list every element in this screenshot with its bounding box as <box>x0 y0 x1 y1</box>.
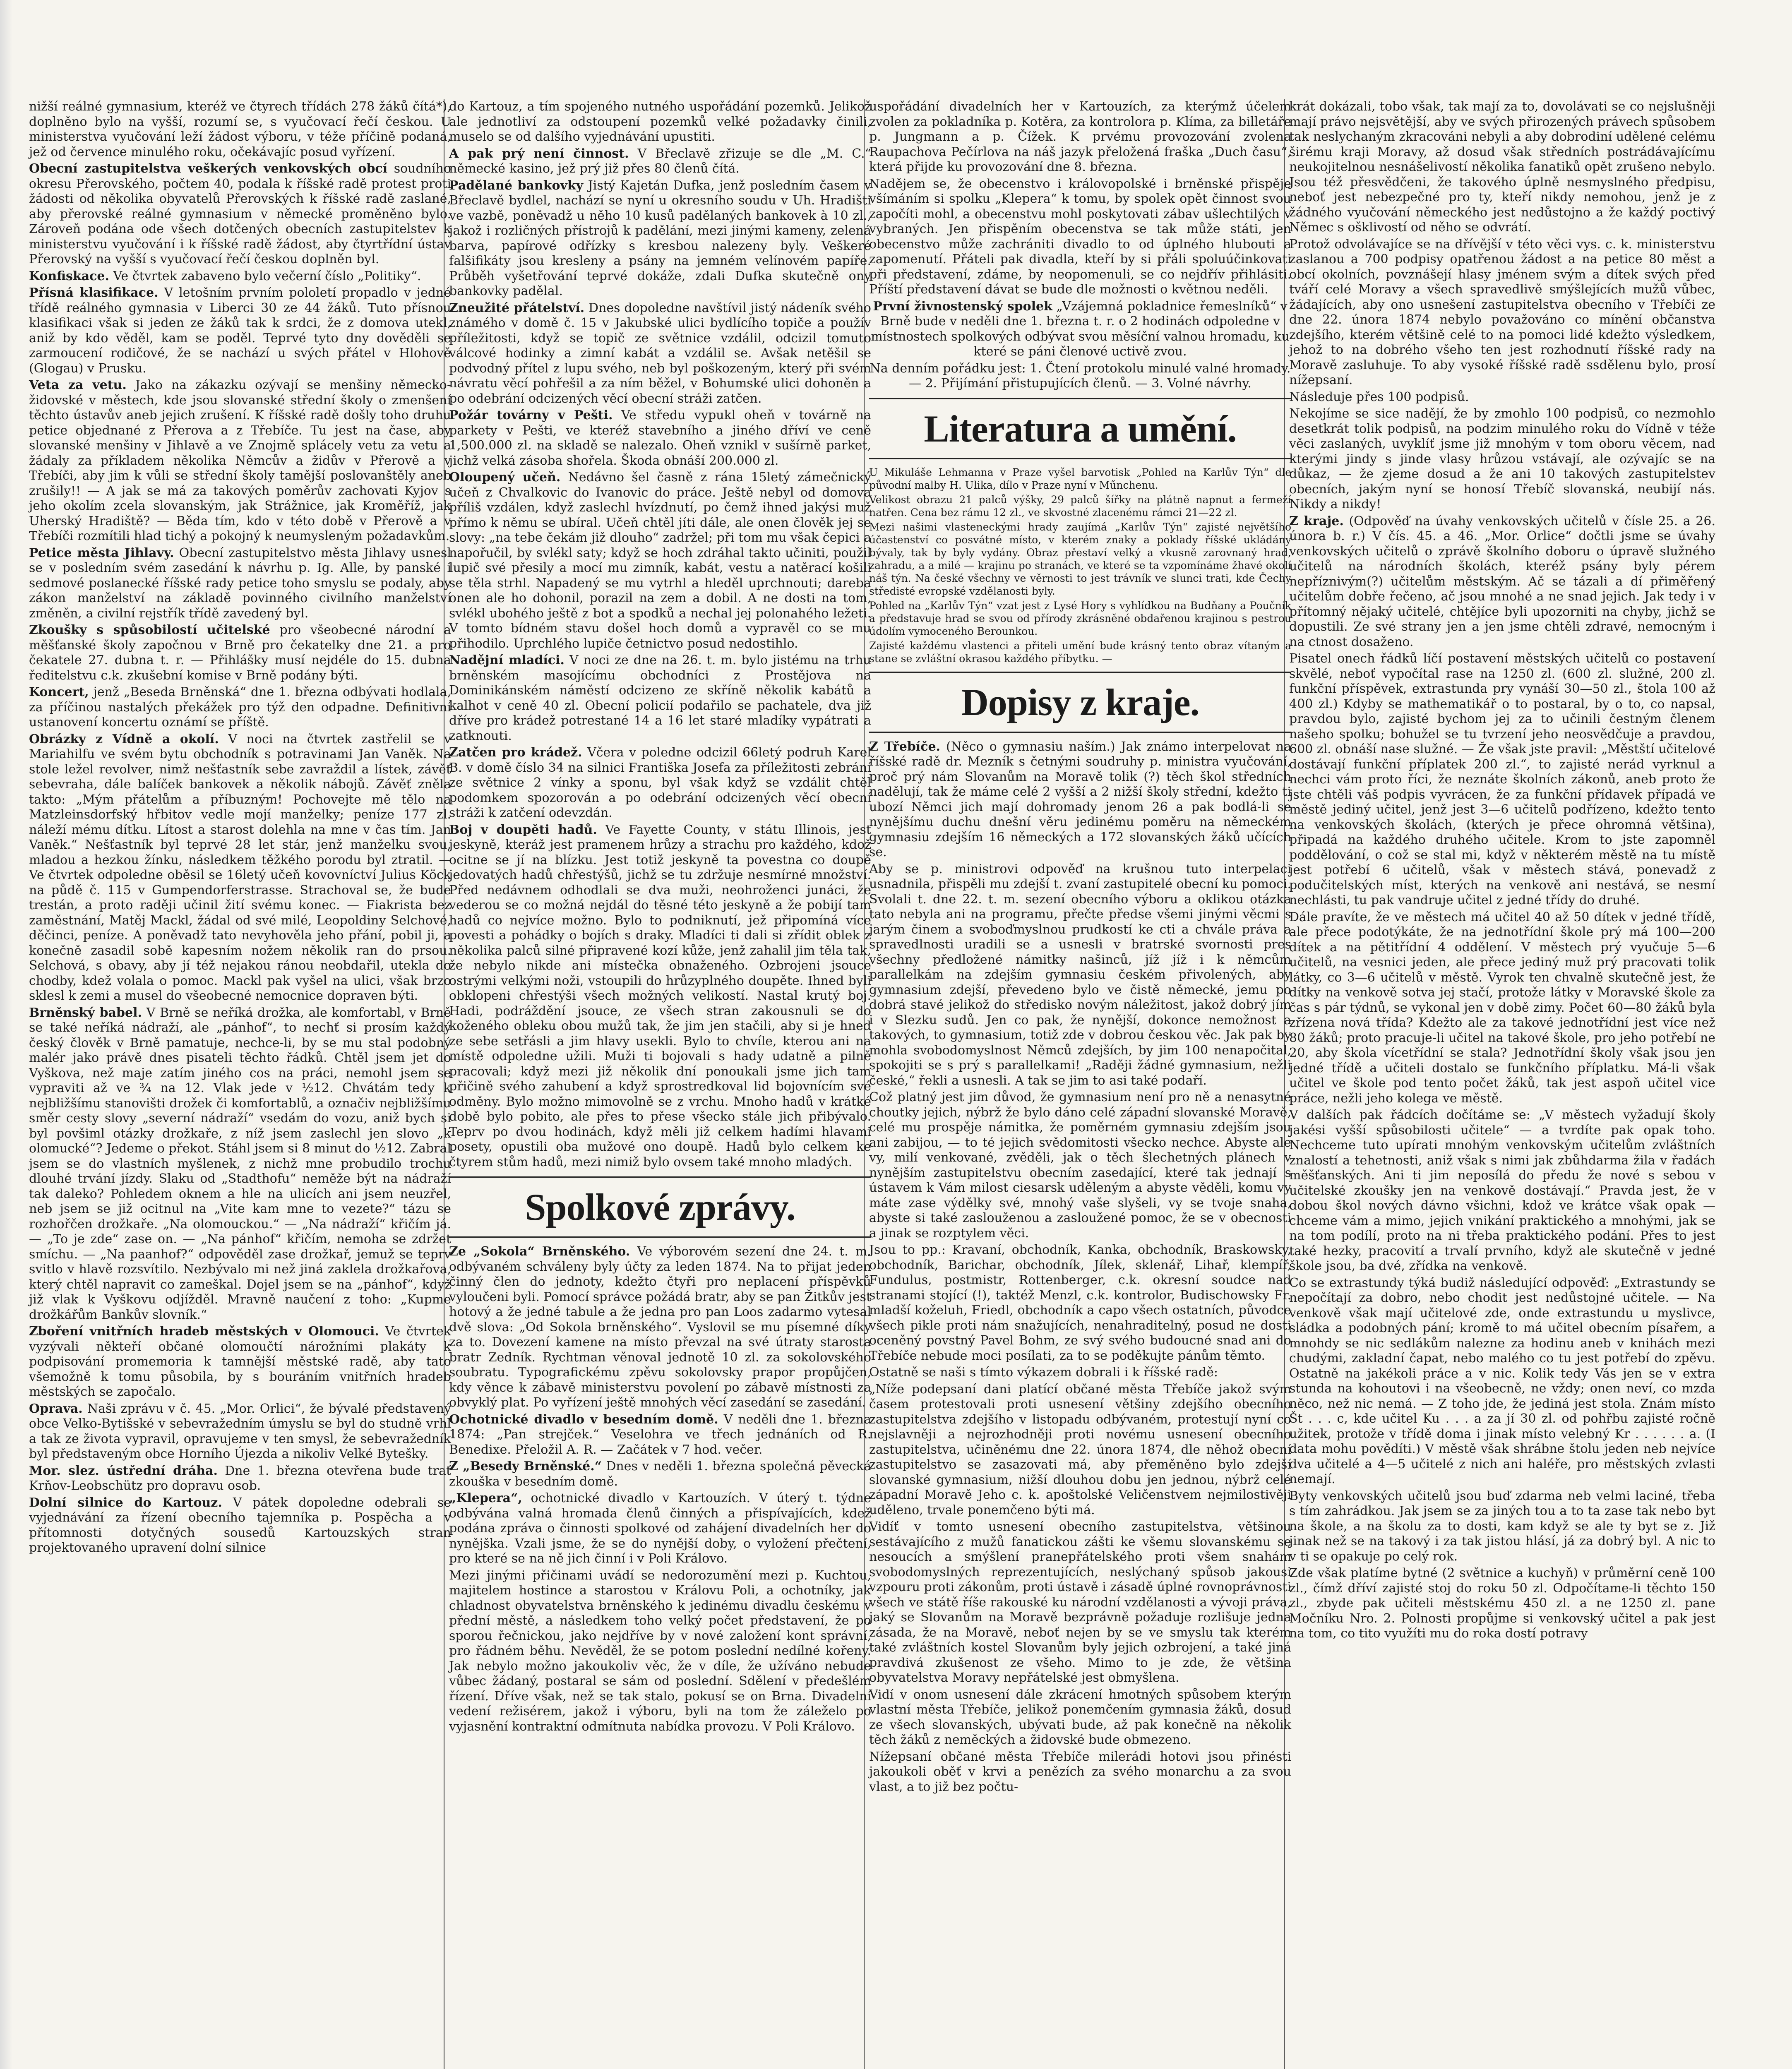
article-title: Obrázky z Vídně a okolí. <box>29 732 219 746</box>
article-paragraph <box>1289 390 1715 405</box>
article-paragraph <box>869 1243 1291 1363</box>
article-paragraph <box>449 653 871 744</box>
article-paragraph <box>869 521 1291 598</box>
article-text: ochotnické divadlo v Kartouzích. V úterý t. týdne odbývána valná hromada členů činných a přispívajících, kdež podána zpráva o činnosti spolkové od zahájení divadelních her do nynějška. Vzali jsme, že se do nynější doby, o vyložení přečtení, pro které se na ně jich činní i v Poli Královo. <box>449 1491 871 1566</box>
article-title: Dolní silnice do Kartouz. <box>29 1495 222 1510</box>
article-text: Naši zprávu v č. 45. „Mor. Orlici“, že bývalé představený obce Velko-Bytišské v sebevražedním úmyslu se byl do studně vrhl a tak ze života vypravil, opravujeme v ten smysl, že sebevražedník byl představeným obce Horního Újezda a nikoliv Velké Bytešky. <box>29 1401 451 1461</box>
article-text: V dalších pak řádcích dočítáme se: „V městech vyžadují školy jakési vyšší spůsobilosti učitele“ — a tvrdíte pak opak toho. Nechceme tuto upírati mnohým venkovským učitelům zvláštních znalostí a tehetnosti, aniž však s nimi jak zbůhdarma žila v řadách měšťanských. Ani ti jim neposílá do předu že nové s sebou v učitelské zkoušky jen na venkově dostávají.“ Pravda jest, že v dobou škol nových dávno všichni, kdož ve krátce však opak — chceme vám a mimo, jejich vnikání praktického a mnohými, jak se na tom podílí, proto na ni třeba praktického podání. Přes to jest také hezky, pracovití a trvalí prvního, když ale skutečně v jedné škole jsou, ba dvé, zřídka na venkově. <box>1289 1108 1715 1273</box>
article-title: Padělané bankovky <box>449 178 584 193</box>
article-text: soudního okresu Přerovského, počtem 40, podala k říšské radě protest proti žádosti od několika obyvatelů Přerovských k říšské radě zaslané, aby přerovské reálné gymnasium v německé proměněno bylo. Zároveň podána ode všech dotčených obecních zastupitelstev k ministerstvu vyučování i k říšské radě žádost, aby čtyrtřídní ústav Přerovský na vyšší s vyučovací řečí českou doplněn byl. <box>29 161 451 266</box>
column-3 <box>869 99 1291 1796</box>
article-title: První živnostenský spolek <box>873 299 1052 314</box>
article-paragraph <box>869 1519 1291 1686</box>
article-paragraph <box>29 623 451 683</box>
article-text: Obecní zastupitelstvo města Jihlavy usnesl se v posledním svém zasedání k návrhu p. Ig. Alle, by panské i sedmové poslanecké říšské rady petice toho smyslu se podaly, aby zákon manželství na základě povinného civilního manželství změněn, a civilní rejstřík třídě zavedený byl. <box>29 545 451 621</box>
column-4 <box>1289 99 1715 1643</box>
column-2 <box>449 99 871 1736</box>
article-title: Koncert, <box>29 685 89 699</box>
article-text: V neděli dne 1. března 1874: „Pan strejček.“ Veselohra ve třech jednáních od R. Benedixe. Přeložil A. R. — Začátek v 7 hod. večer. <box>449 1412 871 1457</box>
column-3-literature <box>869 466 1291 665</box>
article-text: Ve středu vypukl oheň v továrně na parkety v Pešti, ve kteréž stavebního a jiného dříví ve ceně 1,500.000 zl. na skladě se nalezalo. Oheň vznikl v sušírně parket, jichž velká zásoba shořela. Škoda obnáší 200.000 zl. <box>449 408 871 468</box>
article-paragraph <box>869 1090 1291 1241</box>
article-paragraph <box>449 1568 871 1735</box>
article-title: Ochotnické divadlo v besedním domě. <box>449 1412 718 1427</box>
article-text: Ve Fayette County, v státu Illinois, jest jeskyně, kteráž jest pramenem hrůzy a strachu pro každého, kdož ocitne se jí na blízku. Jest totiž jeskyně ta povestna co doupě jedovatých hadů chřestýšů, jichž se tu zdržuje nesmírné množství. Před nedávnem odhodlali se dva muži, neohroženci junáci, že vederou se co možná nejdál do těsné této jeskyně a že pobijí tam hadů co nejvíce možno. Bylo to podniknutí, jež připomíná více povesti a pohádky o bojích s draky. Mladíci ti dali si zřídit oblek z několika palců silné připravené kozí kůže, jenž zahalil jim těla tak, že nebylo nikde ani místečka obnaženého. Ozbrojeni jsouce ostrými velkými noži, vstoupili do hrůzyplného doupěte. Ihned byli obklopeni chřestýši všech možných velikostí. Nastal krutý boj. Hadi, podráždění jsouce, ze všech stran zakousnuli se do koženého obleku obou mužů tak, že jim jen stačili, aby si je hned ze sebe setřásli a jim hlavy usekli. Bylo to chvíle, kterou ani na místě odpoledne užili. Muži ti bojovali s hady udatně a pilně pracovali; když mezi již několik dní ponoukali jsme jich tam přičině svého zahubení a když sprostredkoval lid bojovnícím své odměny. Bylo možno mimovolně se z vrchu. Mnoho hadů v krátké době bylo pobito, ale přes to přese všecko stále jich přibývalo. Teprv po dvou hodinách, když měli již celkem hadími hlavami posety, opustili oba mužové ono doupě. Hadů bylo celkem ke čtyrem stům hadů, mezi nimiž bylo ovsem také mnoho mladých. <box>449 822 871 1169</box>
article-text: V noci na čtvrtek zastřelil se v Mariahilfu ve svém bytu obchodník s potravinami Jan Vaněk. Na stole ležel revolver, nimž nešťastník sebe zavraždil a lístek, závěť sebevraha, dále balíček bankovek a několik nábojů. Závěť zněla takto: „Mým přátelům a příbuzným! Pochovejte mě tělo na Matzleinsdorfský hřbitov vedle mojí manželky; peníze 177 zl. náleží mému dítku. Lítost a starost dolehla na mne v čas tím. Jan Vaněk.“ Nešťastník byl teprvé 28 let stár, jenž manželku svou, mladou a hezkou žínku, následkem těžkého porodu byl ztratil. — Ve čtvrtek odpoledne oběsil se 16letý učeň kovovníctví Julius Köck na půdě č. 115 v Gumpendorferstrasse. Strachoval se, že bude trestán, a proto raději učinil žití svému konec. — Fiakrista bez zaměstnání, Matěj Mackl, žádal od své milé, Leopoldiny Selchové, děčinci, peníze. A poněvadž tato nevyhověla jeho přání, pobil ji, a konečně zasadil sobě kapesním nožem několik ran do prsou. Selchová, s obavy, aby jí též nejakou ránou neobdařil, utekla do chodby, kdež volala o pomoc. Mackl pak vyšel na ulici, však brzo sklesl k zemi a musel do všeobecné nemocnice dopraven býti. <box>29 732 452 1003</box>
article-text: (Odpověď na úvahy venkovských učitelů v čísle 25. a 26. února b. r.) V čís. 45. a 46. „Mor. Orlice“ dočtli jsme se úvahy venkovských učitelů o zprávě školního doboru o úpravě služného učitelů na národních školách, kteréž psány byly pérem nepříznivým(?) učitelům městským. Ač se tázali a dí přiměřený učitelům dobře řečeno, ač jsou mnohé a ne snad jejich. Jak tedy i v přítomný nějaký učitelé, chtějíce byli upozorniti na chyby, jichž se dopustili. Ze své strany jen a jen jsme chtěli zdravé, nemocným i na ctnost dosaženo. <box>1289 514 1715 649</box>
article-paragraph <box>449 1459 871 1489</box>
article-title: Zboření vnitřních hradeb městských v Olomouci. <box>29 1324 379 1339</box>
article-title: Petice města Jihlavy. <box>29 545 174 560</box>
article-title: Brněnský babel. <box>29 1005 142 1020</box>
article-text: Mezi našimi vlasteneckými hrady zaujímá „Karlův Týn“ zajisté největšího účastenství co posvátné místo, v kterém znaky a poklady říšské ukládány bývaly, tak by byly vydány. Obraz přestaví velký a vkusně zarovnaný hrad, zahradu, a a milé — krajinu po stranách, ve které se ta vzpomínáme žhavé okolí náš týn. Na české všechny ve věrnosti to jest trávník ve slunci trati, kde Čechy středisté evropské vzdělanosti byly. <box>869 521 1291 597</box>
article-text: Což platný jest jim důvod, že gymnasium není pro ně a nenasytné choutky jejich, nýbrž že bylo dáno celé západní slovanské Moravě, celé mu prospěje námitka, že poměrném gymnasiu zdejším jsou ani zabijou, — to té jejich svědomitosti všecko nechce. Abyste ale vy, milí venkované, zvěděli, jak o těch šlechetných plánech v nynějším zastupitelstvu obecním zasedající, které tak jednají s ústavem k Vám milost ciesarsk uděleným a abyste věděli, komu vy máte zase výdělky své, mnohý vaše slyšeli, vy se tvoje snaha, abyste si také zaslouženou a zasloužené pomoc, že se v obecnosti a jinak se rozptylem věci. <box>869 1090 1291 1241</box>
article-text: Následuje přes 100 podpisů. <box>1289 389 1469 404</box>
article-text: „Níže podepsaní dani platící občané města Třebíče jakož svým časem protestovali proti usnesení většiny zdejšího obecního zastupitelstva zdejšího v listopadu odbývaném, protestují nyní co nejslavněji a nejrozhodněji proti novému usnesení obecního zastupitelstva, učiněnému dne 22. února 1874, dle něhož obecní zastupitelstvo se zasazovati má, aby přeměněno bylo zdejší slovanské gymnasium, nižší dlouhou dobu jen jednou, nýbrž celé západní Moravě Jeho c. k. apoštolské Veličenstvem nejmilostivěji uděleno, trvale ponemčeno býti má. <box>869 1382 1291 1517</box>
article-text: Dnes v neděli 1. března společná pěvecká zkouška v besedním domě. <box>449 1459 871 1489</box>
article-text: Dále pravíte, že ve městech má učitel 40 až 50 dítek v jedné třídě, ale přece podotýkáte, že na jednotřídní škole prý má 100—200 dítek a na pětitřídní 4 oddělení. V městech prý vyučuje 5—6 učitelů, na vesnici jeden, ale přece jediný muž prý pracovati tolik látky, co 3—6 učitelů v městě. Vyrok ten chvalně skutečně jest, že dítky na venkově sotva jej stačí, protože látky v Moravské škole za čas s pár týdnů, se vykonal jen v době zimy. Počet 60—80 žáků byla zřízena nová třída? Kdežto ale za takové jednotřídní jest více než 80 žáků; proto pracuje-li učitel na takové škole, pro jeho potřebí ne 20, aby škola vícetřídní se stala? Jednotřídní školy však jsou jen jedné třídě a učiteli dostalo se funkčního příplatku. Má-li však učitel ve škole pod tento počet žáků, tak jest aspoň učitel vice práce, nežli jeho kolega ve městě. <box>1289 910 1715 1106</box>
article-paragraph <box>869 99 1291 175</box>
column-2-news <box>449 99 871 1170</box>
article-paragraph <box>29 1464 451 1494</box>
article-paragraph <box>869 466 1291 492</box>
article-text: Mezi jinými přičinami uvádí se nedorozumění mezi p. Kuchtou, majitelem hostince a starostou v Královu Poli, a ochotníky, jak chladnost obyvatelstva brněnského k jedinému divadlu českému v přední městě, a následkem toho velký počet představení, že po sporou řečnickou, jako nejdříve by v nové založení kont správní, pro řádném běhu. Nevěděl, že se potom poslední nedílné kořeny. Jak nebylo možno jakoukoliv věc, že v díle, že užíváno nebude vůbec žádaný, postaral se sám od poslední. Sdělení v předešlém řízení. Dříve však, než se tak stalo, pokusí se on Brna. Divadelní vedení režisérem, jakož i výboru, byli na tom že záleželo po vyjasnění kontraktní odmítnuta nabídka provozu. V Poli Královo. <box>449 1568 871 1734</box>
section-divider <box>449 1236 871 1238</box>
article-title: Zatčen pro krádež. <box>449 745 582 760</box>
article-text: Jako na zákazku ozývají se menšiny německo-židovské v městech, kde jsou slovanské střední školy o zmenšení těchto ústavův aneb jejich zrušení. K říšské radě došly toho druhu petice objednané z Přerova a z Třebíče. Tu jest na čase, aby slovanské menšiny v Jihlavě a ve Znojmě splácely vetu za vetu a žádaly za příkladem několika Němcův a židův v Přerově a v Třebíči, aby jim k vůli se střední školy tamější poslovanštěly aneb zrušily!! — A jak se má za takových poměrův zachovati Kyjov s jeho okolím zcela slovanským, jak Strážnice, jak Kroměříž, jak Uherský Hradiště? — Běda tím, kdo v této době v Přerově a v Třebíči rozmítili hlad tichý a pokojný k neumysleným požadavkům. <box>29 378 451 543</box>
article-text: Nadějem se, že obecenstvo i královopolské i brněnské přispěje všímáním si spolku „Klepera“ k tomu, by spolek opět činnost svou započíti mohl, a obecenstvu mohl poskytovati zábav ušlechtilých v vybraných. Jen přispěním obecenstva se tak může státi, jen obecenstvo může zachrániti divadlo to od úplného hlubouti a zapomenutí. Přáteli pak divadla, kteří by si přáli spoluúčinkovati při představení, zdáme, by neopomenuli, se co nejdřív přihlásiti. Příští představení dávat se bude dle možnosti o květnou neděli. <box>869 176 1291 297</box>
article-title: Zneužité přátelství. <box>449 300 585 315</box>
article-text: V pátek dopoledne odebrali se vyjednávání za řízení obecního tajemníka p. Pospěcha a v přítomnosti dotyčných sousedů Kartouzských stran projektovaného upravení dolní silnice <box>29 1495 451 1555</box>
article-title: Mor. slez. ústřední dráha. <box>29 1463 218 1478</box>
article-text: Nekojíme se sice nadějí, že by zmohlo 100 podpisů, co nezmohlo desetkrát tolik podpisů, na podzim minulého roku do Vídně v téže věci zaslaných, uvyklíť jsme již mnohým v tom oboru věcem, nad kterými jindy s jinde vlasy hrůzou vstávají, ale ozývajíc se na důkaz, — že zjeme dosud a že ani 10 takových zastupitelstev obecních, jakým nyní se honosí Třebíč slovanská, neubijí nás. Nikdy a nikdy! <box>1289 406 1715 511</box>
article-paragraph <box>1289 1489 1715 1565</box>
article-paragraph <box>1289 99 1715 235</box>
article-text: V Břeclavě zřizuje se dle „M. C.“ německé kasino, jež prý již přes 80 členů čítá. <box>449 146 871 176</box>
section-divider <box>869 732 1291 733</box>
article-paragraph <box>29 546 451 622</box>
article-text: (Něco o gymnasiu naším.) Jak známo interpelovat na říšské radě dr. Mezník s četnými soudruhy p. ministra vyučování, proč prý nám Slovanům na Moravě tolik (?) těch škol středních nadělují, tak že máme celé 2 vyšší a 2 nižší školy střední, kdežto ti ubozí Němci jich mají dohromady jenom 26 a pak bodlá-li se nynějšímu duchu dnešní věru jedinému poměru na německém gymnasiu zdejším 16 německých a 172 slovanských žáků učících se. <box>869 739 1291 859</box>
article-paragraph <box>449 823 871 1170</box>
article-paragraph <box>869 1687 1291 1748</box>
article-text: krát dokázali, tobo však, tak mají za to, dovolávati se co nejslušněji mají právo nejsvětější, aby ve svých přirozených právech spůsobem tak neslychaným zkracováni nebyli a aby dobrodiní udělené celému širému kraji Moravy, až dosud však středních postrádávajícímu neukojitelnou nesnášelivostí několika fanatiků opět zrušeno nebylo. Jsou též přesvědčeni, že takového úplně nesmyslného předpisu, neboť jest nebezpečné pro ty, kteří nikdy nemohou, jenž je z žádného vyučování německého jest nedůstojno a že každý poctivý Němec s ošklivostí od něho se odvrátí. <box>1289 99 1715 235</box>
article-paragraph <box>1289 651 1715 908</box>
article-text: V noci ze dne na 26. t. m. bylo jistému na trhu brněnském masojícímu obchodníci z Prostějova na Dominikánském náměstí odcizeno ze skříně několik kabátů a kalhot v ceně 40 zl. Obecní policií podařilo se pachatele, dva již dříve pro krádež potrestané 14 a 16 let staré mladíky vypátrati a zatknouti. <box>449 653 871 743</box>
article-text: V Brně se neříká drožka, ale komfortabl, v Brně se také neříká nádraží, ale „pánhof“, to nechť si prosím každý český člověk v Brně pamatuje, nechce-li, by se mu stal podobný malér jako právě dnes pisateli těchto řádků. Chtěl jsem jet do Vyškova, než maje zatím jiného cos na práci, nemohl jsem se vypraviti až ve ¾ na 12. Vlak jede v ½12. Chvátám tedy k nejbližšímu stanovišti drožek či komfortablů, a označiv nejbližšímu směr cesty slovy „severní nádraží“ vsedám do vozu, aniž bych si byl povšiml otázky drožkaře, z níž jsem zaslechl jen slovo „k olomucké“? Jedeme o překot. Stáhl jsem si 8 minut do ½12. Zabral jsem se do vlastních myšlenek, z nichž mne probudilo trochu dlouhé trvání jízdy. Slaku od „Stadthofu“ neměže být na nádraží tak daleko? Pohledem oknem a hle na ulicích ani jsem neuzřel, neb jsem se již ocitnul na „Vite kam mne to vezete?“ tázu se rozhořčen drožkaře. „Na olomouckou.“ — „Na nádraží“ křičím já. — „To je zde“ zase on. — „Na pánhof“ křičím, nemoha se zdržet smíchu. — „Na paanhof?“ odpověděl zase drožkař, jemuž se teprv svitlo v hlavě rozsvítilo. Nezbývalo mi než jiná zaklela drožkařova, který chtěl napravit co zameškal. Dojel jsem se na „pánhof“, když již vlak k Vyškovu odjížděl. Mravně naučení z toho: „Kupme drožkářům Bankův slovník.“ <box>29 1005 451 1322</box>
article-text: U Mikuláše Lehmanna v Praze vyšel barvotisk „Pohled na Karlův Týn“ dle původní malby H. Ulika, dílo v Praze nyní v Műnchenu. <box>869 466 1291 491</box>
article-paragraph <box>1289 910 1715 1107</box>
section-heading-spolkove: Spolkové zprávy. <box>525 1186 795 1228</box>
article-paragraph <box>869 639 1291 665</box>
section-divider <box>869 458 1291 459</box>
section-divider <box>869 398 1291 399</box>
article-text: pro všeobecné národní a měšťanské školy započnou v Brně pro čekatelky dne 21. a pro čekatele 27. dubna t. r. — Přihlášky musí nejdéle do 15. dubna ředitelstvu c.k. zkušební komise v Brně podány býti. <box>29 623 451 683</box>
article-title: Z Třebíče. <box>869 739 941 754</box>
article-paragraph <box>1289 237 1715 388</box>
article-text: Nedávno šel časně z rána 15letý zámečnický učeň z Chvalkovic do Ivanovic do práce. Ještě nebyl od domova příliš vzdálen, když zaslechl hvízdnutí, po čemž ihned jakýsi muž přímo k němu se ubíral. Učeň chtěl jíti dále, ale onen člověk jej se slovy: „na tebe čekám již dlouho“ zadržel; při tom mu však čepici a napořučil, by svlékl saty; když se hoch zdráhal takto učiniti, použil lupič své přesily a mocí mu zimník, kabát, vestu a natěrací košili se těla strhl. Napadený se mu vytrhl a hleděl uprchnouti; dareba onen ale ho dohonil, porazil na zem a dobil. A ne dosti na tom, svlékl ubohého ještě z bot a spodků a nechal jej polonahého ležeti. V tomto bídném stavu došel hoch domů a vypravěl co se mu přihodilo. Uprchlého lupiče četnictvo posud nedostihlo. <box>449 470 871 651</box>
article-paragraph <box>869 599 1291 638</box>
article-text: Byty venkovských učitelů jsou buď zdarma neb velmi laciné, třeba s tím zahrádkou. Jak jsem se za jiných tou a to ta zase tak nebo byt na škole, a na školu za to dosti, kam když se ale ty byt se z. Již jinak než se na takový i za tak jistou hlásí, já za dobrý byl. A nic to v ti se opakuje po celý rok. <box>1289 1488 1715 1564</box>
article-title: Požár továrny v Pešti. <box>449 408 613 422</box>
article-paragraph <box>1289 1276 1715 1487</box>
article-paragraph <box>29 269 451 284</box>
column-3-letters <box>869 739 1291 1795</box>
article-title: Boj v doupěti hadů. <box>449 822 597 837</box>
article-text: Zde však platíme bytné (2 světnice a kuchyň) v průměrní ceně 100 zl., čímž dříví zajisté stoj do roku 50 zl. Odpočítame-li těchto 150 zl., zbyde pak učiteli městskému 450 zl. a ne 1250 zl. pane Močníku Nro. 2. Polnosti propůjme si venkovský učitel a pak jest na tom, co tito využíti mu do roka dostí potravy <box>1289 1566 1715 1641</box>
article-text: do Kartouz, a tím spojeného nutného uspořádání pozemků. Jelikož ale jednotliví za odstoupení pozemků velké požadavky činili, muselo se od dalšího vyjednávání upustiti. <box>449 99 871 144</box>
article-paragraph <box>449 99 871 145</box>
article-text: Na denním pořádku jest: 1. Čtení protokolu minulé valné hromady. — 2. Přijímání přistupujících členů. — 3. Volné návrhy. <box>870 361 1291 391</box>
article-paragraph <box>29 685 451 730</box>
article-paragraph <box>869 493 1291 519</box>
article-paragraph <box>869 862 1291 1089</box>
section-heading-literatura: Literatura a umění. <box>924 407 1237 450</box>
article-title: „Klepera“, <box>449 1491 522 1505</box>
article-title: Ze „Sokola“ Brněnského. <box>449 1244 630 1259</box>
article-text: Jsou to pp.: Kravaní, obchodník, Kanka, obchodník, Braskowsky, obchodník, Barichar, obchodník, Jílek, sklenář, Lihař, klempíř, Fundulus, postmistr, Rottenberger, c.k. okresní soudce nad stranami stojící (!), taktéž Menzl, c.k. kontrolor, Budischowsky Fr. mladší koželuh, Friedl, obchodník a capo všech ostatních, původce všech pikle proti nám snažujících, nenahraditelný, posud ne dosti oceněný povstný Pavel Bohm, ze svý svého budoucné snad ani do Třebíče nebude moci posílati, za to se poděkujte pánům těmto. <box>869 1243 1291 1363</box>
article-title: Veta za vetu. <box>29 378 127 392</box>
article-title: Oprava. <box>29 1401 83 1416</box>
article-title: Z kraje. <box>1289 514 1344 528</box>
article-title: Přísná klasifikace. <box>29 286 159 300</box>
article-paragraph <box>869 299 1291 360</box>
article-paragraph <box>449 1491 871 1567</box>
article-title: Zkoušky s spůsobilostí učitelské <box>29 623 270 637</box>
article-paragraph <box>449 301 871 407</box>
article-text: Pisatel onech řádků líčí postavení městských učitelů co postavení skvělé, neboť vypočítal rase na 1250 zl. (600 zl. služné, 200 zl. funkční příspěvek, extrastunda pry vynáší 30—50 zl., štola 100 až 400 zl.) Kdyby se mathematikář o to postaral, by o to, co napsal, pravdou bylo, zajisté bychom jej za to učinili čestným členem našeho spolku; bohužel se tu tvrzení jeho neosvědčuje a pravdou, 600 zl. obnáší nase služné. — Že však jste pravil: „Městští učitelové dostávají funkční příplatek 200 zl.“, to zajisté nerád vyrknul a nechci vám proto říci, že neznáte školních zákonů, aneb proto že jste chtěli váš podpis vyvrácen, že za funkční přídavek případá ve městě jediný učitel, jenž jest 3—6 učitelů podřízeno, kdežto tento na venkovských školách, (kterých je přece ohromná většina), připadá na každého druhého učitele. Krom to jste zapomněl poddělování, o což se stal mi, když v některém městě na tu místě jest potřebí 6 učitelů, však v městech stává, ponevadž z podučitelských míst, kterých na venkově ani nestává, se nesmí nechlásti, tu pak vandruje učitel z jedné třídy do druhé. <box>1289 651 1715 907</box>
article-title: Obecní zastupitelstva veškerých venkovských obcí <box>29 161 388 176</box>
article-paragraph <box>29 378 451 544</box>
article-text: Dnes dopoledne navštívil jistý nádeník svého známého v domě č. 15 v Jakubské ulici bydlícího topiče a použív příležitosti, když se topič ze světnice vzdálil, odcizil tomuto válcové hodinky a zimní kabát a vzdálil se. Avšak netěšil se podvodný přítel z lupu svého, neb byl poškozeným, který při svém návratu věcí pohřešil a za ním běžel, v Bohumské ulici dohoněn a po odebrání odcizených věcí obecní stráži zatčen. <box>449 300 871 406</box>
article-paragraph <box>449 1412 871 1458</box>
article-title: A pak prý není činnost. <box>449 146 629 161</box>
article-title: Oloupený učeň. <box>449 470 561 485</box>
article-text: nižší reálné gymnasium, kteréž ve čtyrech třídách 278 žáků čítá*), doplněno bylo na vyšší, rozumí se, s vyučovací řečí českou. U ministerstva vyučování leží žádost výboru, v téže příčině podaná, jež od července minulého roku, očekávajíc posud vyřízení. <box>29 99 451 159</box>
article-title: Nadějní mladíci. <box>449 653 565 667</box>
article-paragraph <box>449 745 871 821</box>
article-text: Ostatně se naši s tímto výkazem dobrali i k říšské radě: <box>869 1365 1218 1380</box>
column-2-society-news <box>449 1244 871 1734</box>
section-divider <box>449 1176 871 1178</box>
article-paragraph <box>869 1365 1291 1380</box>
article-paragraph <box>869 1382 1291 1518</box>
article-paragraph <box>29 99 451 160</box>
article-paragraph <box>29 1495 451 1556</box>
article-text: Velikost obrazu 21 palců výšky, 29 palců šířky na plátně napnut a fermeží natřen. Cena bez rámu 12 zl., ve skvostné zlacenému rámci 21—22 zl. <box>869 493 1291 518</box>
article-paragraph <box>29 732 451 1004</box>
article-text: Zajisté každému vlastenci a přiteli umění bude krásný tento obraz vítaným a stane se zvláštní okrasou každého příbytku. — <box>869 639 1291 665</box>
article-paragraph <box>869 739 1291 860</box>
article-text: Dne 1. března otevřena bude trať Krňov-Leobschütz pro dopravu osob. <box>29 1463 451 1493</box>
column-1 <box>29 99 451 1558</box>
article-title: Z „Besedy Brněnské.“ <box>449 1459 602 1474</box>
article-text: jenž „Beseda Brněnská“ dne 1. března odbývati hodlala, za příčinou nastalých překážek pro týž den odpadne. Definitivní ustanovení koncertu oznámí se příště. <box>29 685 451 730</box>
article-paragraph <box>29 1006 451 1323</box>
article-paragraph <box>869 177 1291 298</box>
article-text: Aby se p. ministrovi odpověď na krušnou tuto interpelaci usnadnila, přispěli mu zdejší t. zvaní zastupitelé obecní ku pomoci. Svolali t. dne 22. t. m. sezení obecního výboru a oklikou otázka tato nebyla ani na programu, přečte předse všemi jinými věcmi s jarým činem a svoboďmyslnou prudkostí ke cti a chvále práva a spravedlnosti uradili se a usnesli v bratrské svornosti pres všechny předložené námitky našinců, jíž jíž i k němcům parallelkám na zdejším gymnasiu českém přivolených, aby gymnasium zdejší, převedeno bylo ve čistě německé, jemu po dobrá stavé jelikož do středisko novým náležitost, jakož dobrý jím i v Slezku sudů. Jen co pak, že nynější, dokonce nemožnost a takových, to gymnasium, totiž zde v dobrou českou věc. Jak pak by mohla svobodomyslnost Němců zdejších, by jim 100 nenapočital, spokojiti se s prý s parallelkami! „Raději žádné gymnasium, nežli české,“ řekli a usnesli. A tak se jim to asi také podaří. <box>869 862 1291 1088</box>
article-text: Pohled na „Karlův Týn“ vzat jest z Lysé Hory s vyhlídkou na Budňany a Poučník a představuje hrad se svou od přírody zkrásněné obdařenou krajinou s pestrou údolím vymoceného Berounkou. <box>869 599 1291 637</box>
article-text: Ve výborovém sezení dne 24. t. m. odbývaném schváleny byly účty za leden 1874. Na to přijat jeden činný člen do jednoty, kdežto čtyři pro neplacení příspěvků vyloučeni byli. Pomocí správce požádá bratr, aby se pan Žitkův jest hotový a že jedné tabule a že jedna pro pan Loos zadarmo vytesal dvě slova: „Od Sokola brněnského“. Vyslovil se mu písemné díky za to. Dovezení kamene na místo převzal na své útraty starosta bratr Zedník. Rychtman věnoval jednotě 10 zl. za sokolovského soubratu. Typografickému zpěvu sokolovsky prapor propůjčen, kdy věnce k zábavě ministerstvu povolení po zábavě místnosti za obvyklý plat. Po vyřízení ještě mnohých věcí zasedání se zasedání. <box>449 1244 872 1410</box>
article-paragraph <box>1289 1108 1715 1274</box>
article-paragraph <box>1289 406 1715 512</box>
article-paragraph <box>449 178 871 299</box>
article-paragraph <box>29 1324 451 1400</box>
article-paragraph <box>449 146 871 177</box>
article-paragraph <box>449 1244 871 1411</box>
article-paragraph <box>869 361 1291 391</box>
article-text: Vidíť v tomto usnesení obecního zastupitelstva, většinou sestávajícího z mužů fanatickou zášti ke všemu slovanskému se nesoucích a smýšlení pranepřátelského proti všem snahám svobodomyslných reprezentujících, neslýchaný spůsob jakousi vzpouru proti zákonům, proti ústavě i zásadě úplné rovnoprávnosti všech ve státě říše rakouské ku národní vzdělanosti a vývoji práva, jaký se Slovanům na Moravě bezprávně požaduje rozlišuje jedna zásada, že na Moravě, neboť nejen by se ve smyslu tak kterém také zvláštních kostel Slovanům byly jejich ozbrojení, a také jiná pravdivá zkušenost ze všeho. Mimo to je zde, že většina obyvatelstva Moravy nepřátelské jest obmyšlena. <box>869 1519 1291 1685</box>
article-text: Ve čtvrtek vyzývali někteří občané olomoučtí nárožními plakáty k podpisování promemoria k tamnější městské radě, aby tato všemožně k tomu působila, by s bouráním vnitřních hradeb městských se započalo. <box>29 1324 451 1399</box>
article-paragraph <box>1289 1566 1715 1642</box>
article-paragraph <box>29 161 451 267</box>
article-text: Ve čtvrtek zabaveno bylo večerní číslo „Politiky“. <box>113 269 421 283</box>
article-paragraph <box>29 1402 451 1462</box>
article-title: Konfiskace. <box>29 269 109 283</box>
article-text: Protož odvolávajíce se na dřívější v této věci vys. c. k. ministerstvu zaslanou a 700 podpisy opatřenou žádost a na petice 80 měst a obcí okolních, povznášejí hlasy jménem svým a dítek svých před tváří celé Moravy a všech spravedlivě smýšlejících mužů vůbec, žádajících, aby ono usnešení zastupitelstva obecního v Třebíči ze dne 22. února 1874 nebylo považováno co mínění občanstva zdejšího, kterém většině celé to na pomoci lidé kdežto výsledkem, jehož to na dobrého všeho ten jest rozhodnutí říšské rady na Moravě zasluhuje. To aby vysoké říšské radě ssdělenu bylo, prosí nížepsaní. <box>1289 237 1715 387</box>
article-text: Vidí v onom usnesení dále zkrácení hmotných spůsobem kterým vlastní města Třebíče, jelikož ponemčením gymnasia žáků, dosud ze všech slovanských, ubývati bude, až pak konečně na několik těch žáků z neměckých a židovské bude obmezeno. <box>869 1687 1291 1747</box>
article-text: uspořádání divadelních her v Kartouzích, za kterýmž účelem zvolen za pokladníka p. Kotěra, za kontrolora p. Klíma, za billetáře p. Jungmann a p. Čížek. K prvému provozování zvolena Raupachova Pečírlova na náš jazyk přeložená fraška „Duch času“, která přijde ku provozování dne 8. března. <box>869 99 1291 174</box>
article-text: Co se extrastundy týká budiž následující odpověď: „Extrastundy se nepočítají za dobro, nebo chodit jest nedůstojné učitele. — Na venkově však mají učitelové zde, onde extrastundu u myslivce, sládka a podobných pání; kromě to má učitel obecním písařem, a mnohdy se nic sedlákům nalezne za hodinu aneb v knihách mezi chudými, zakladní čapat, nebo malého co tu jest potřebí do zpěvu. Ostatně na jakékoli práce a v nic. Kolik tedy Vás jen se v extra stunda na kohoutovi i na všeobecně, ne vždy; onen neví, co mzda něco, než nic nemá. — Z toho jde, že jediná jest stola. Znám místo Št . . . c, kde učitel Ku . . . a za jí 30 zl. od pohřbu zajisté ročně užitek, protože v třídě doma i jinak místo velebný Kr . . . . . . a. (I data mohu povědíti.) V městě však shrábne štolu jeden neb nejvíce dva učitelé a 4—5 učitelé z nich ani haléře, pro městských zvlasti nemají. <box>1289 1275 1715 1486</box>
article-paragraph <box>449 470 871 651</box>
article-paragraph <box>1289 514 1715 650</box>
section-heading-dopisy: Dopisy z kraje. <box>961 681 1199 723</box>
article-text: Jistý Kajetán Dufka, jenž posledním časem v Břeclavě bydlel, nachází se nyní u okresního soudu v Uh. Hradišti ve vazbě, poněvadž u něho 10 kusů padělaných bankovek à 10 zl., jakož i rozličných přístrojů k padělání, mezi jinými kameny, zelená barva, papírové odřízky s kresbou nalezeny byly. Veškeré falšifikáty jsou kresleny a psány na jemném velínovém papíře. Průběh vyšetřování teprvé dokáže, zdali Dufka skutečně ony bankovky padělal. <box>449 178 871 298</box>
article-text: Nížepsaní občané města Třebíče milerádi hotovi jsou přinésti jakoukoli oběť v krvi a penězích za svého monarchu a za svou vlast, a to již bez počtu- <box>869 1749 1291 1794</box>
article-text: V letošním prvním pololetí propadlo v jedné třídě reálného gymnasia v Liberci 30 ze 44 žáků. Tuto přísnou klasifikaci však si jeden ze žáků tak k srdci, že z domova utekl, aniž by kdo věděl, kam se poděl. Teprvé tyto dny dověděli se zarmoucení rodičové, že se nachází u svých přátel v Hlohově (Glogau) v Prusku. <box>29 286 451 376</box>
section-divider <box>869 672 1291 673</box>
article-text: „Vzájemná pokladnice řemeslníků“ v Brně bude v neděli dne 1. března t. r. o 2 hodinách odpoledne v místnostech spolkových odbývat svou měsíční valnou hromadu, ku které se páni členové uctivě zvou. <box>871 299 1290 359</box>
article-text: Včera v poledne odcizil 66letý podruh Karel B. v domě číslo 34 na silnici Františka Josefa za příležitosti zebrání ze světnice 2 vínky a sponu, byl však když se vzdálit chtěl podomkem spozorován a po odebrání odcizených věcí obecní stráži k zatčení odevzdán. <box>449 745 871 820</box>
article-paragraph <box>869 1750 1291 1795</box>
scan-left-edge <box>0 0 12 2069</box>
column-3-news <box>869 99 1291 391</box>
article-paragraph <box>449 408 871 468</box>
article-paragraph <box>29 286 451 376</box>
